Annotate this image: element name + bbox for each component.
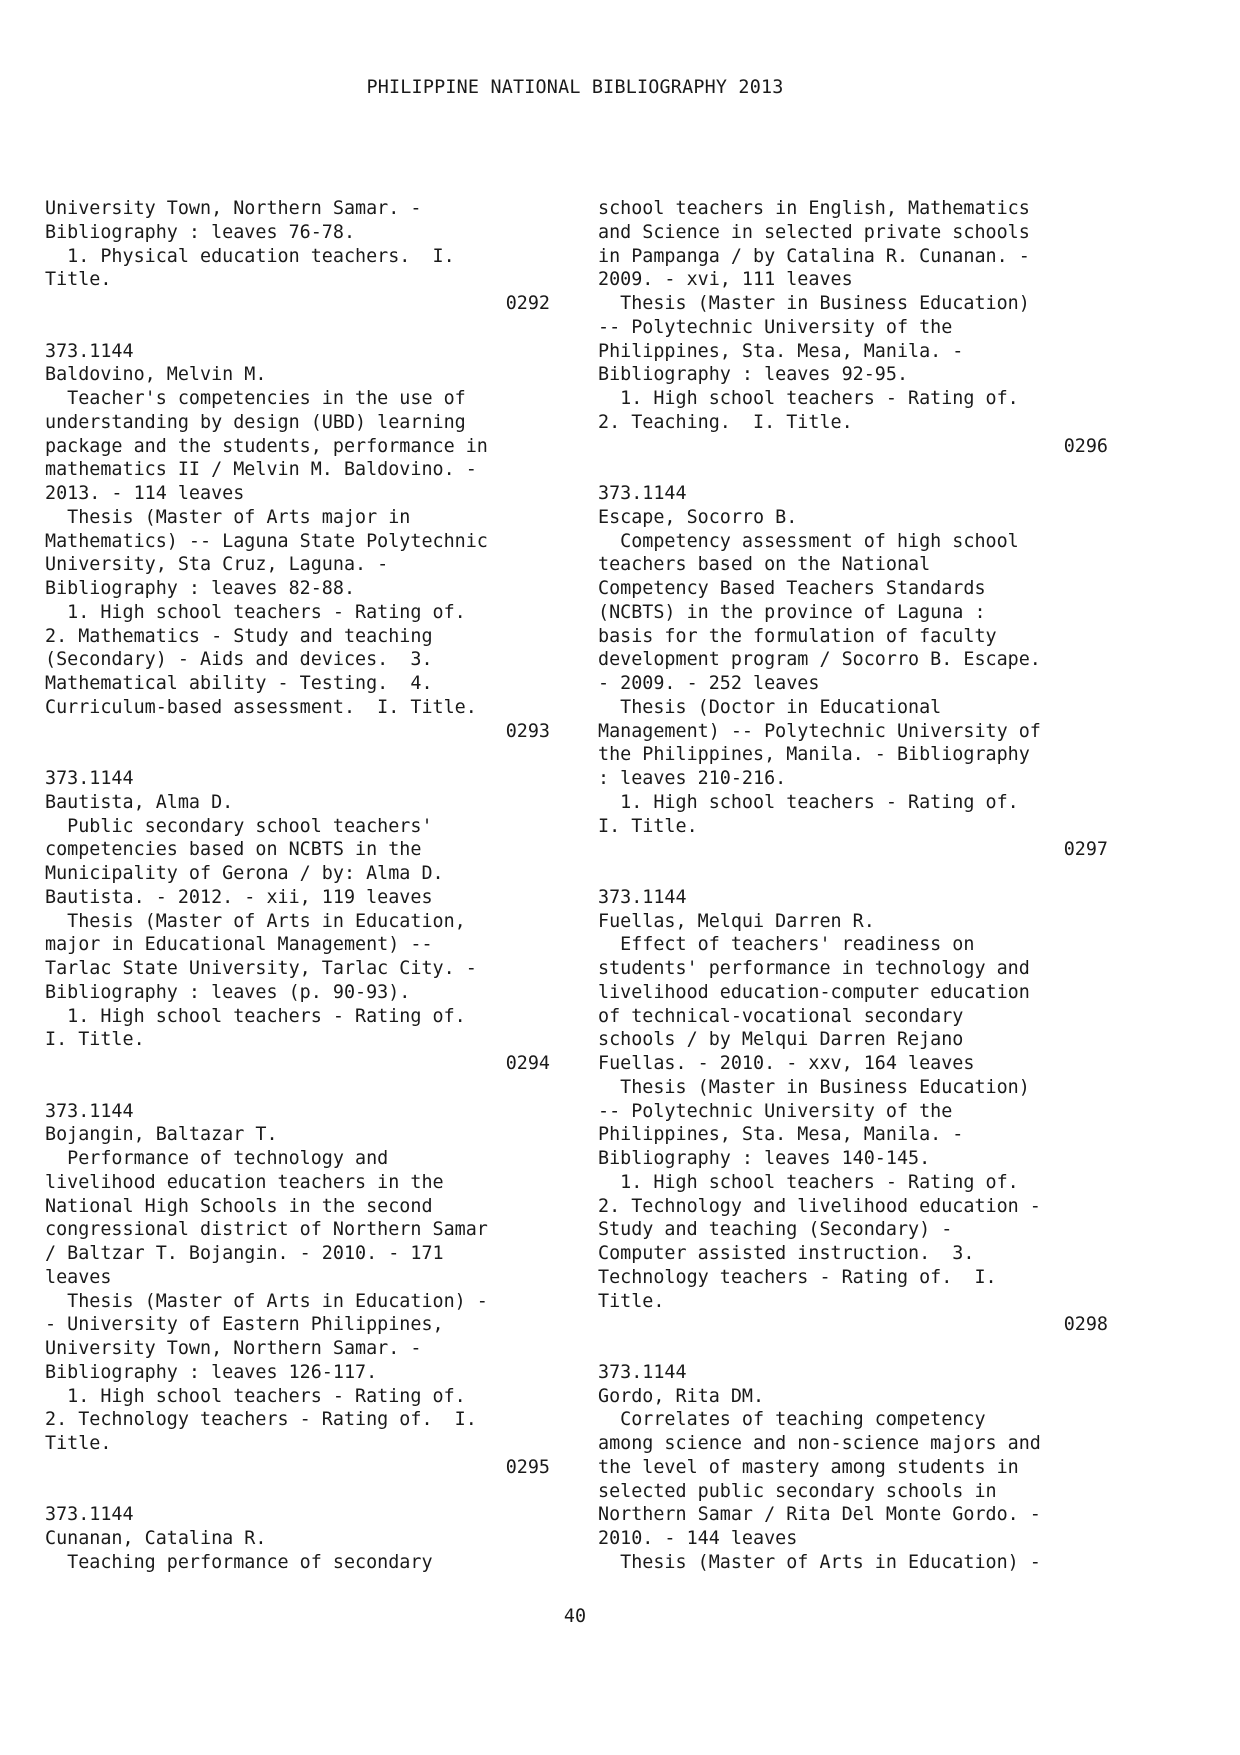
entry-text-line: mathematics II / Melvin M. Baldovino. - xyxy=(45,459,477,481)
entry-text-line: Bautista. - 2012. - xii, 119 leaves xyxy=(45,886,433,908)
page-number: 40 xyxy=(563,1606,587,1627)
entry-number: 0294 xyxy=(505,1053,550,1074)
entry-text-line: Bibliography : leaves 126-117. xyxy=(45,1361,378,1383)
entry-text-line: selected public secondary schools in xyxy=(598,1480,997,1502)
entry-text-line: the Philippines, Manila. - Bibliography xyxy=(598,744,1030,766)
entry-text-line: Thesis (Master of Arts in Education, xyxy=(45,910,466,932)
entry-text-line: Bibliography : leaves 76-78. xyxy=(45,221,356,243)
entry-text-line: / Baltzar T. Bojangin. - 2010. - 171 xyxy=(45,1243,444,1264)
entry-text-line: Technology teachers - Rating of. I. xyxy=(598,1266,997,1288)
entry-text-line: 1. High school teachers - Rating of. xyxy=(45,1385,466,1407)
entry-text-line: Bibliography : leaves (p. 90-93). xyxy=(45,981,411,1003)
entry-text-line: congressional district of Northern Samar xyxy=(45,1219,488,1241)
entry-text-line: 1. High school teachers - Rating of. xyxy=(598,791,1019,813)
entry-text-line: Thesis (Master of Arts in Education) - xyxy=(598,1551,1041,1573)
entry-text-line: Thesis (Master of Arts major in xyxy=(45,506,411,528)
entry-text-line: Correlates of teaching competency xyxy=(598,1409,986,1431)
entry-text-line: Teaching performance of secondary xyxy=(45,1551,433,1573)
entry-text-line: Teacher's competencies in the use of xyxy=(45,388,466,409)
entry-text-line: school teachers in English, Mathematics xyxy=(598,198,1030,219)
entry-text-line: Gordo, Rita DM. xyxy=(598,1385,765,1407)
entry-text-line: 1. High school teachers - Rating of. xyxy=(45,601,466,623)
left-column xyxy=(45,197,550,1575)
entry-text-line: (NCBTS) in the province of Laguna : xyxy=(598,601,986,623)
entry-text-line: -- Polytechnic University of the xyxy=(598,1100,953,1122)
entry-text-line: I. Title. xyxy=(598,815,698,837)
call-number: 373.1144 xyxy=(45,1100,134,1122)
entry-text-line: major in Educational Management) -- xyxy=(45,934,433,956)
call-number: 373.1144 xyxy=(598,1361,687,1383)
entry-text-line: understanding by design (UBD) learning xyxy=(45,411,466,433)
blank-line xyxy=(598,1337,1108,1361)
entry-text-line: Competency assessment of high school xyxy=(598,530,1019,552)
entry-text-line: Philippines, Sta. Mesa, Manila. - xyxy=(598,1124,964,1146)
entry-text-line: University, Sta Cruz, Laguna. - xyxy=(45,554,389,576)
entry-text-line: 1. High school teachers - Rating of. xyxy=(45,1005,466,1027)
entry-text-line: Management) -- Polytechnic University of xyxy=(598,720,1041,742)
entry-text-line: Curriculum-based assessment. I. Title. xyxy=(45,696,477,718)
blank-line xyxy=(45,743,550,767)
entry-text-line: 2010. - 144 leaves xyxy=(598,1528,798,1549)
entry-text-line: Bojangin, Baltazar T. xyxy=(45,1124,278,1146)
entry-text-line: 2. Teaching. I. Title. xyxy=(598,411,853,433)
entry-number: 0297 xyxy=(1063,839,1108,861)
blank-line xyxy=(45,1480,550,1504)
entry-text-line: schools / by Melqui Darren Rejano xyxy=(598,1029,964,1051)
entry-text-line: leaves xyxy=(45,1266,112,1288)
entry-text-line: : leaves 210-216. xyxy=(598,768,787,789)
entry-text-line: Thesis (Master of Arts in Education) - xyxy=(45,1290,488,1312)
entry-text-line: livelihood education-computer education xyxy=(598,981,1030,1003)
entry-text-line: University Town, Northern Samar. - xyxy=(45,1338,422,1359)
entry-text-line: 1. High school teachers - Rating of. xyxy=(598,1171,1019,1193)
entry-text-line: - University of Eastern Philippines, xyxy=(45,1314,444,1336)
entry-text-line: Bibliography : leaves 140-145. xyxy=(598,1148,931,1169)
entry-text-line: Fuellas, Melqui Darren R. xyxy=(598,910,875,932)
entry-text-line: teachers based on the National xyxy=(598,554,931,576)
entry-text-line: and Science in selected private schools xyxy=(598,221,1030,243)
entry-text-line: basis for the formulation of faculty xyxy=(598,625,997,647)
entry-text-line: Municipality of Gerona / by: Alma D. xyxy=(45,863,444,884)
entry-text-line: among science and non-science majors and xyxy=(598,1433,1041,1454)
entry-text-line: Baldovino, Melvin M. xyxy=(45,364,267,386)
entry-text-line: Thesis (Master in Business Education) xyxy=(598,293,1030,314)
entry-text-line: 2. Mathematics - Study and teaching xyxy=(45,625,433,647)
entry-text-line: Computer assisted instruction. 3. xyxy=(598,1243,975,1264)
entry-text-line: development program / Socorro B. Escape. xyxy=(598,649,1041,671)
entry-text-line: Northern Samar / Rita Del Monte Gordo. - xyxy=(598,1504,1041,1526)
entry-text-line: University Town, Northern Samar. - xyxy=(45,198,422,219)
entry-text-line: Cunanan, Catalina R. xyxy=(45,1528,267,1549)
entry-number: 0298 xyxy=(1063,1314,1108,1336)
blank-line xyxy=(598,458,1108,482)
entry-number: 0293 xyxy=(505,720,550,742)
entry-text-line: Public secondary school teachers' xyxy=(45,815,433,837)
blank-line xyxy=(45,1076,550,1100)
entry-text-line: Mathematical ability - Testing. 4. xyxy=(45,673,433,694)
entry-text-line: Bibliography : leaves 92-95. xyxy=(598,364,909,386)
entry-text-line: -- Polytechnic University of the xyxy=(598,316,953,338)
entry-text-line: Mathematics) -- Laguna State Polytechnic xyxy=(45,530,488,552)
entry-text-line: I. Title. xyxy=(45,1029,145,1051)
call-number: 373.1144 xyxy=(598,483,687,504)
entry-text-line: the level of mastery among students in xyxy=(598,1456,1019,1478)
entry-text-line: 1. High school teachers - Rating of. xyxy=(598,388,1019,409)
entry-text-line: Bautista, Alma D. xyxy=(45,791,234,813)
entry-text-line: Thesis (Doctor in Educational xyxy=(598,696,942,718)
entry-text-line: (Secondary) - Aids and devices. 3. xyxy=(45,649,433,671)
entry-text-line: National High Schools in the second xyxy=(45,1195,433,1217)
call-number: 373.1144 xyxy=(598,886,687,908)
entry-text-line: competencies based on NCBTS in the xyxy=(45,839,422,861)
entry-text-line: Bibliography : leaves 82-88. xyxy=(45,578,356,599)
entry-text-line: Title. xyxy=(45,269,112,291)
entry-text-line: of technical-vocational secondary xyxy=(598,1005,964,1027)
entry-text-line: - 2009. - 252 leaves xyxy=(598,673,820,694)
entry-text-line: Effect of teachers' readiness on xyxy=(598,934,975,956)
entry-text-line: Thesis (Master in Business Education) xyxy=(598,1076,1030,1098)
right-column xyxy=(598,197,1108,1575)
entry-text-line: Performance of technology and xyxy=(45,1148,389,1169)
entry-text-line: 2013. - 114 leaves xyxy=(45,483,245,504)
blank-line xyxy=(45,316,550,340)
entry-text-line: 1. Physical education teachers. I. xyxy=(45,245,455,267)
entry-text-line: package and the students, performance in xyxy=(45,435,488,457)
entry-text-line: students' performance in technology and xyxy=(598,958,1030,979)
entry-number: 0295 xyxy=(505,1456,550,1478)
entry-text-line: Escape, Socorro B. xyxy=(598,506,798,528)
entry-text-line: Philippines, Sta. Mesa, Manila. - xyxy=(598,340,964,362)
entry-text-line: Study and teaching (Secondary) - xyxy=(598,1219,953,1241)
entry-text-line: in Pampanga / by Catalina R. Cunanan. - xyxy=(598,245,1030,267)
page-title: PHILIPPINE NATIONAL BIBLIOGRAPHY 2013 xyxy=(366,77,784,98)
call-number: 373.1144 xyxy=(45,1504,134,1526)
entry-text-line: 2. Technology teachers - Rating of. I. xyxy=(45,1409,477,1431)
entry-text-line: Title. xyxy=(45,1433,112,1454)
entry-number: 0292 xyxy=(505,293,550,314)
call-number: 373.1144 xyxy=(45,340,134,362)
call-number: 373.1144 xyxy=(45,768,134,789)
entry-text-line: Title. xyxy=(598,1290,665,1312)
blank-line xyxy=(598,862,1108,886)
entry-number: 0296 xyxy=(1063,435,1108,457)
entry-text-line: livelihood education teachers in the xyxy=(45,1171,444,1193)
entry-text-line: Competency Based Teachers Standards xyxy=(598,578,986,599)
entry-text-line: 2009. - xvi, 111 leaves xyxy=(598,269,853,291)
entry-text-line: Fuellas. - 2010. - xxv, 164 leaves xyxy=(598,1053,975,1074)
entry-text-line: 2. Technology and livelihood education - xyxy=(598,1195,1041,1217)
entry-text-line: Tarlac State University, Tarlac City. - xyxy=(45,958,477,979)
